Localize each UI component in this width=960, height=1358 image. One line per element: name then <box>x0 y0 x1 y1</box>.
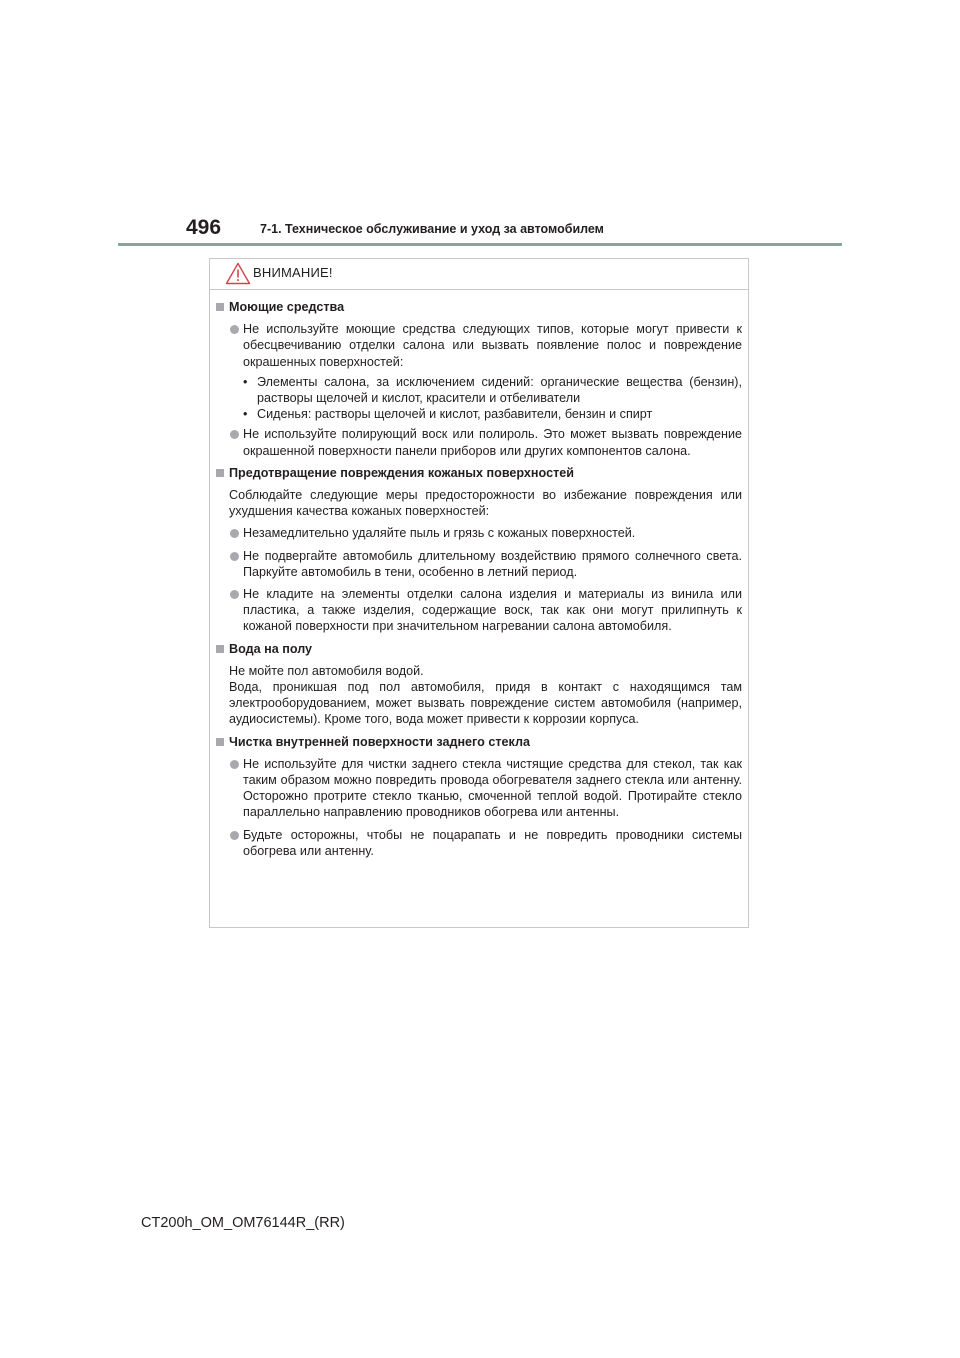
bullet-item: Не используйте моющие средства следующих типов, которые могут привести к обесцвечиванию отделки салона или вызвать появление полос и повреждение окрашенных поверхностей: <box>216 321 742 370</box>
sub-item: • Сиденья: растворы щелочей и кислот, разбавители, бензин и спирт <box>216 406 742 422</box>
sub-list <box>216 374 742 423</box>
warning-title: ВНИМАНИЕ! <box>253 265 333 280</box>
warning-box <box>209 258 749 928</box>
warning-content <box>216 299 742 865</box>
section-title: 7-1. Техническое обслуживание и уход за автомобилем <box>260 222 604 236</box>
paragraph: Вода, проникшая под пол автомобиля, придя в контакт с находящимся там электрооборудованием, может вызвать повреждение систем автомобиля (например, аудиосистемы). Кроме того, вода может привести к коррозии корпуса. <box>229 680 742 727</box>
paragraph: Не мойте пол автомобиля водой. <box>229 663 424 678</box>
page-header <box>186 216 846 244</box>
bullet-item: Не используйте полирующий воск или полироль. Это может вызвать повреждение окрашенной поверхности панели приборов или других компонентов салона. <box>216 426 742 458</box>
sub-item: • Элементы салона, за исключением сидений: органические вещества (бензин), растворы щелочей и кислот, красители и отбеливатели <box>216 374 742 406</box>
bullet-item: Будьте осторожны, чтобы не поцарапать и не повредить проводники системы обогрева или антенну. <box>216 827 742 859</box>
page-number: 496 <box>186 216 222 239</box>
section-heading: Предотвращение повреждения кожаных поверхностей <box>216 465 742 481</box>
section-heading: Чистка внутренней поверхности заднего стекла <box>216 734 742 750</box>
bullet-item: Незамедлительно удаляйте пыль и грязь с кожаных поверхностей. <box>216 525 742 541</box>
warning-header <box>210 259 748 290</box>
section-heading: Моющие средства <box>216 299 742 315</box>
document-code: CT200h_OM_OM76144R_(RR) <box>141 1215 345 1231</box>
bullet-item: Не кладите на элементы отделки салона изделия и материалы из винила или пластика, а также изделия, содержащие воск, так как они могут прилипнуть к кожаной поверхности при значительном нагревании салона автомобиля. <box>216 586 742 635</box>
warning-triangle-icon <box>225 262 251 285</box>
bullet-item: Не подвергайте автомобиль длительному воздействию прямого солнечного света. Паркуйте автомобиль в тени, особенно в летний период. <box>216 548 742 580</box>
bullet-item: Не используйте для чистки заднего стекла чистящие средства для стекол, так как таким образом можно повредить провода обогревателя заднего стекла или антенну. Осторожно протрите стекло тканью, смоченной теплой водой. Протирайте стекло параллельно направлению проводников обогрева или антенны. <box>216 756 742 821</box>
section-heading: Вода на полу <box>216 641 742 657</box>
header-divider <box>118 243 842 246</box>
paragraph: Соблюдайте следующие меры предосторожности во избежание повреждения или ухудшения качества кожаных поверхностей: <box>229 488 742 519</box>
